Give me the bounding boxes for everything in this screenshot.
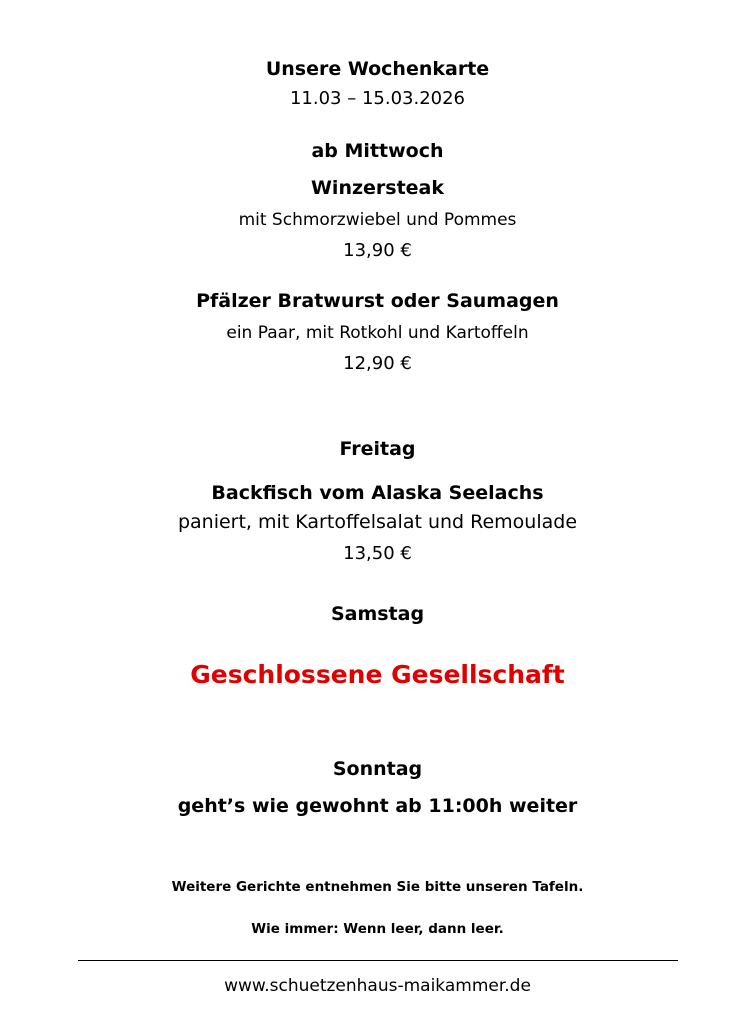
dish-name: Winzersteak — [310, 177, 445, 199]
footer-divider — [78, 960, 678, 961]
dish-description: mit Schmorzwiebel und Pommes — [238, 210, 517, 230]
dish-description: paniert, mit Kartoffelsalat und Remoulade — [177, 511, 578, 533]
closed-event-notice: Geschlossene Gesellschaft — [190, 660, 565, 689]
footer-note: Wie immer: Wenn leer, dann leer. — [251, 921, 504, 937]
sunday-text: geht’s wie gewohnt ab 11:00h weiter — [177, 795, 578, 817]
dish-name: Backfisch vom Alaska Seelachs — [211, 482, 544, 504]
sunday-heading: Sonntag — [332, 758, 423, 780]
footer-note: Weitere Gerichte entnehmen Sie bitte unseren Tafeln. — [171, 879, 584, 895]
website-link[interactable]: www.schuetzenhaus-maikammer.de — [224, 976, 531, 996]
dish-description: ein Paar, mit Rotkohl und Kartoffeln — [226, 323, 529, 343]
menu-title: Unsere Wochenkarte — [265, 58, 490, 80]
date-range: 11.03 – 15.03.2026 — [289, 88, 466, 109]
dish-price: 12,90 € — [343, 353, 412, 374]
dish-name: Pfälzer Bratwurst oder Saumagen — [196, 290, 559, 312]
dish-price: 13,90 € — [343, 240, 412, 261]
wednesday-heading: ab Mittwoch — [311, 140, 444, 162]
friday-heading: Freitag — [339, 438, 416, 460]
saturday-heading: Samstag — [330, 603, 425, 625]
dish-price: 13,50 € — [343, 543, 412, 564]
